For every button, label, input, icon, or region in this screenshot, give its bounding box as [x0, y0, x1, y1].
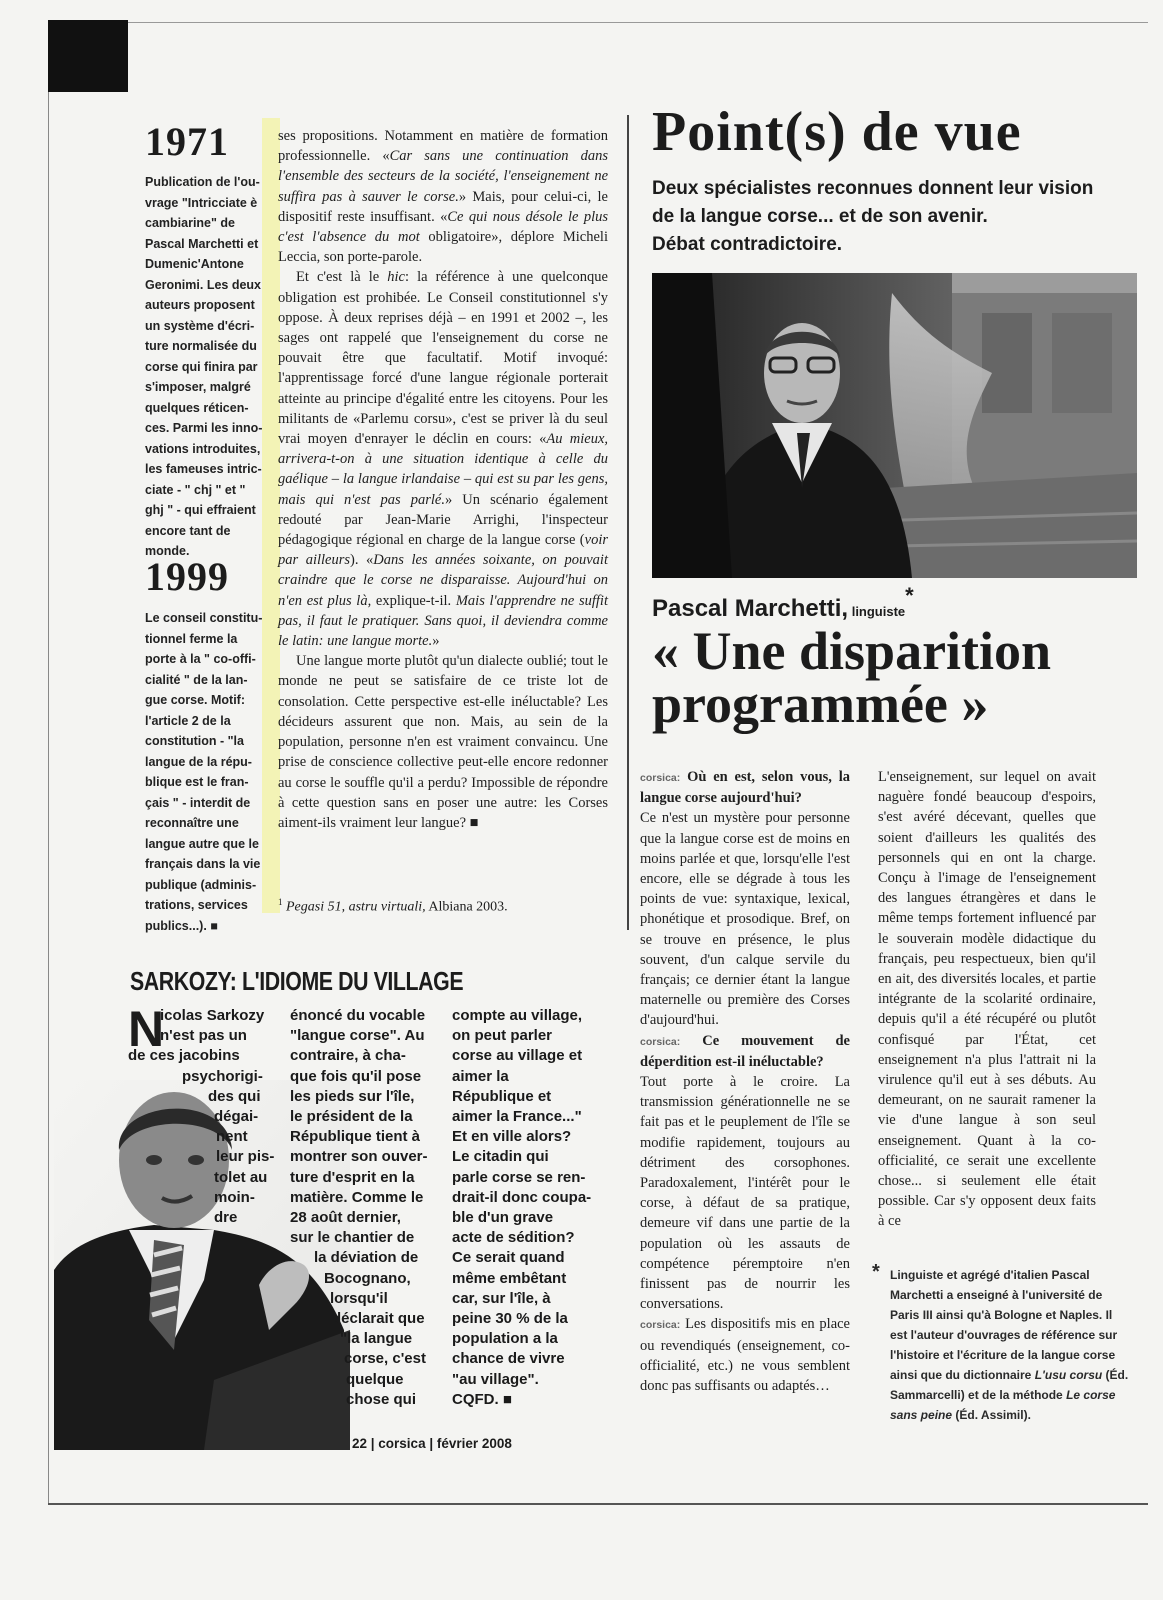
- timeline-line: langue autre que le: [145, 836, 259, 851]
- sarkozy-column-1: icolas Sarkozy n'est pas un de ces jacobins psychorigi- des qui dégai- nent leur pis- tolet au moin- dre: [128, 1007, 275, 1227]
- timeline-line: les fameuses intric-: [145, 462, 262, 476]
- sarkozy-column-3: compte au village, on peut parler corse au village et aimer la République et aimer la France..." Et en ville alors? Le citadin qui parle corse se ren- drait-il donc coupa- ble d'un grave acte de sédition? Ce serait quand même embêtant car, sur l'île, à peine 30 % de la population a la chance de vivre "au village". CQFD. ■: [452, 1007, 592, 1408]
- interview-column-right: [878, 767, 1096, 1232]
- interview-column-left: [640, 767, 850, 1396]
- timeline-line: encore tant de: [145, 523, 231, 538]
- timeline-line: ciate - " chj " et ": [145, 482, 246, 497]
- timeline-line: tionnel ferme la: [145, 631, 238, 646]
- page-subtitle: Deux spécialistes reconnues donnent leur vision de la langue corse... et de son avenir. Débat contradictoire.: [652, 178, 1094, 255]
- left-rule: [48, 22, 49, 1504]
- author-bio: * Linguiste et agrégé d'italien Pascal Marchetti a enseigné à l'université de Paris III ainsi qu'à Bologne et Naples. Il est l'auteur d'ouvrages de référence sur l'histoire et l'écriture de la langue corse ainsi que du dictionnaire L'usu corsu (Éd. Sammarcelli) et de la méthode Le corse sans peine (Éd. Assimil).: [872, 1261, 1129, 1422]
- timeline-line: ghj " - qui effraient: [145, 503, 256, 517]
- timeline-line: çais " - interdit de: [145, 795, 251, 810]
- timeline-line: publics...). ■: [145, 918, 218, 933]
- timeline-line: un système d'écri-: [145, 318, 255, 333]
- interview-answer-1: Ce n'est un mystère pour personne que la langue corse est de moins en moins parlée et que, lorsqu'elle l'est encore, elle se dégrade à tous les points de vue: syntaxique, lexical, phonétique et prosodique. Bref, on se trouve en présence, le plus souvent, d'un calque servile du français; ce dernier étant la langue maternelle ou première des Corses d'aujourd'hui.: [640, 810, 850, 1029]
- sarkozy-column-2: énoncé du vocable "langue corse". Au contraire, à cha- que fois qu'il pose les pieds sur l'île, le président de la République tient à montrer son ouver- ture d'esprit en la matière. Comme le 28 août dernier, sur le chantier de la déviation de Bocognano, lorsqu'il déclarait que "la langue corse, c'est quelque chose qui: [290, 1007, 428, 1408]
- interview-question-3: corsica: Les dispositifs mis en place ou revendiqués (enseignement, co-officialité, etc.) ne vous semblent donc pas suffisants ou adaptés…: [640, 1316, 850, 1395]
- timeline-year-1971: 1971: [145, 119, 229, 164]
- timeline-line: cialité " de la lan-: [145, 672, 248, 687]
- timeline-line: reconnaître une: [145, 816, 239, 830]
- timeline-line: gue corse. Motif:: [145, 693, 246, 707]
- timeline-line: constitution - "la: [145, 734, 244, 748]
- interview-answer-3: L'enseignement, sur lequel on avait naguère fondé beaucoup d'espoirs, s'est avéré décevant, quelles que soient d'ailleurs les qualités des personnels qui en ont la charge. Conçu à l'image de l'enseignement des langues étrangères et dans le même temps fortement influencé par le souverain modèle didactique du français, peu respectueux, bien qu'il en ait, des diversités locales, et partie intégrante de la scolarité ordinaire, depuis qu'il a été récupéré ou plutôt confisqué par l'État, cet enseignement n'a plus l'attrait ni la virulence qu'il eut à ses débuts. Au demeurant, on ne saurait ramener la vie d'une langue à son seul enseignement. Quant à la co-officialité, ce serait une excellente chose... si seulement elle était possible. Car s'y opposent deux faits à ce: [878, 769, 1096, 1230]
- page-title: Point(s) de vue: [652, 101, 1022, 163]
- timeline-line: vrage "Intricciate è: [145, 195, 258, 210]
- timeline-text-1999: [145, 608, 265, 936]
- timeline-line: cambiarine" de: [145, 216, 235, 230]
- headline-quote: « Une disparition programmée »: [652, 621, 1052, 734]
- marchetti-photo: [652, 273, 1137, 578]
- timeline-line: ces. Parmi les inno-: [145, 421, 263, 435]
- timeline-line: corse qui finira par: [145, 359, 258, 374]
- timeline-line: porte à la " co-offi-: [145, 652, 256, 666]
- page-footer: 22 | corsica | février 2008: [352, 1436, 512, 1451]
- timeline-line: l'article 2 de la: [145, 713, 231, 728]
- article-column: [278, 126, 608, 833]
- bio-asterisk: *: [872, 1261, 880, 1283]
- bottom-rule: [48, 1503, 1148, 1505]
- drop-cap: N: [128, 1001, 165, 1057]
- timeline-line: Publication de l'ou-: [145, 175, 260, 189]
- timeline-line: langue de la répu-: [145, 754, 252, 769]
- column-divider: [627, 115, 629, 930]
- timeline-line: publique (adminis-: [145, 877, 257, 892]
- timeline-line: ture normalisée du: [145, 339, 257, 353]
- timeline-text-1971: [145, 172, 265, 562]
- timeline-year-1999: 1999: [145, 554, 229, 599]
- corner-block: [48, 20, 128, 92]
- top-rule: [48, 22, 1148, 23]
- timeline-line: quelques réticen-: [145, 400, 249, 415]
- interview-question-2: corsica: Ce mouvement de déperdition est-il inéluctable?: [640, 1032, 850, 1070]
- timeline-line: auteurs proposent: [145, 298, 255, 312]
- timeline-line: Pascal Marchetti et: [145, 236, 259, 251]
- timeline-line: trations, services: [145, 898, 248, 912]
- article-paragraph-2: Et c'est là le hic: la référence à une quelconque obligation est prohibée. Le Conseil constitutionnel s'y oppose. À deux reprises déjà – en 1991 et 2002 –, les sages ont rappelé que l'enseignement du corse ne pouvait être que facultatif. Motif invoqué: l'apprentissage forcé d'une langue régionale porterait atteinte au principe d'égalité entre les citoyens. Pour les militants de «Parlemu corsu», c'est se priver là du seul vrai moyen d'enrayer le déclin en cours: «Au mieux, arrivera-t-on à une situation identique à celle du gaélique – la langue irlandaise – qui est su par les gens, mais qui n'est pas parlé.» Un scénario également redouté par Jean-Marie Arrighi, l'inspecteur pédagogique régional en charge de la langue corse (voir par ailleurs). «Dans les années soixante, on pouvait craindre que le corse ne disparaisse. Aujourd'hui on n'en est plus là, explique-t-il. Mais l'apprendre ne suffit pas, il faut le pratiquer. Sans quoi, il deviendra comme le latin: une langue morte.»: [278, 269, 609, 650]
- article-paragraph-1: ses propositions. Notamment en matière de formation professionnelle. «Car sans une continuation dans l'ensemble des secteurs de la société, l'enseignement ne suffira pas à sauver le corse.» Mais, pour celui-ci, le dispositif reste insuffisant. «Ce qui nous désole le plus c'est l'absence du mot obligatoire», déplore Micheli Leccia, son porte-parole.: [278, 128, 608, 266]
- article-paragraph-3: Une langue morte plutôt qu'un dialecte oublié; tout le monde ne peut se satisfaire de ce triste lot de consolation. Cette perspective est-elle inéluctable? Les décideurs assurent que non. Mais, au sein de la population, personne n'en est vraiment convaincu. Une prise de conscience collective peut-elle encore redonner au corse le souffle qu'il a perdu? Impossible de répondre à cette question sans en poser une autre: les Corses aiment-ils vraiment leur langue? ■: [278, 653, 608, 831]
- timeline-line: monde.: [145, 544, 190, 558]
- timeline-line: vations introduites,: [145, 441, 261, 456]
- timeline-line: s'imposer, malgré: [145, 380, 251, 394]
- interview-question-1: corsica: Où en est, selon vous, la langue corse aujourd'hui?: [640, 769, 850, 807]
- timeline-line: Geronimi. Les deux: [145, 277, 262, 292]
- interview-answer-2: Tout porte à le croire. La transmission générationnelle ne se fait pas et le peuplement de l'île se modifie rapidement, toujours au détriment des corsophones. Paradoxalement, l'intérêt pour le corse, à défaut de sa pratique, demeure vif dans une partie de la population où les assauts de compétence péremptoire n'en finissent pas de nourrir les conversations.: [640, 1074, 850, 1313]
- byline: Pascal Marchetti, linguiste*: [652, 583, 914, 622]
- timeline-line: français dans la vie: [145, 857, 261, 871]
- article-footnote: $^1$ Pegasi 51, astru virtuali, Albiana 2003.: [278, 897, 508, 915]
- timeline-line: Le conseil constitu-: [145, 611, 263, 625]
- sarkozy-box-title: SARKOZY: L'IDIOME DU VILLAGE: [130, 966, 464, 996]
- timeline-line: blique est le fran-: [145, 775, 249, 789]
- timeline-line: Dumenic'Antone: [145, 257, 244, 271]
